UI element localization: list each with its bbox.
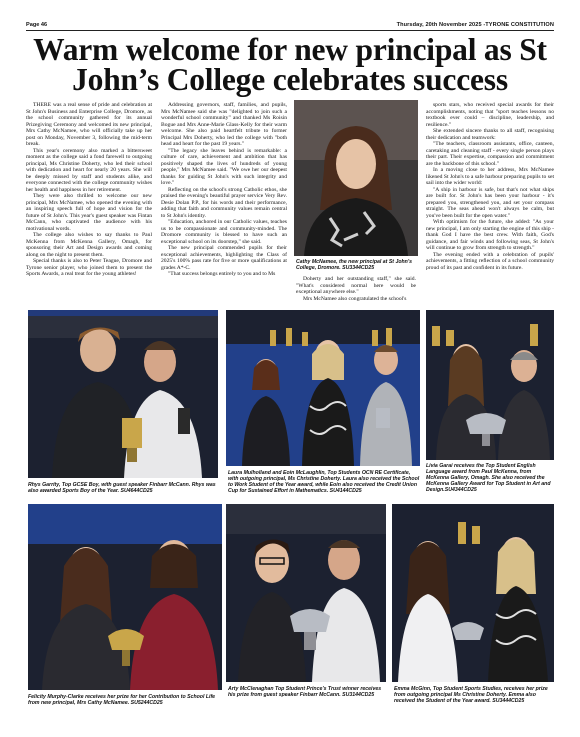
article-paragraph: In a moving close to her address, Mrs McNamee likened St John's to a safe harbour preparing pupils to set sail into the wider world: bbox=[426, 167, 554, 186]
caption-arty: Arty McClenaghan Top Student Prince's Trust winner receives his prize from guest speaker Finbarr McCann. SU3144CD25 bbox=[228, 686, 382, 698]
article-paragraph: Mrs McNamee also congratulated the school's bbox=[303, 295, 407, 302]
article-column-2 bbox=[161, 102, 287, 278]
caption-laura: Laura Mulholland and Eoin McLaughlin, Top Students OCN RE Certificate, with outgoing principal, Ms Christine Doherty. Laura also received the School to Work Student of the Year award, while Eoin also received the Credit Union Cup for Sustained Effort in Mathematics. SU4144CD25 bbox=[228, 470, 420, 494]
article-column-4 bbox=[426, 102, 554, 271]
article-paragraph: The evening ended with a celebration of pupils' achievements, a fitting reflection of a school community proud of its past and confident in its future. bbox=[426, 251, 554, 271]
article-paragraph: The new principal commended pupils for their exceptional achievements, highlighting the Class of 2025's 100% pass rate for five or more qualifications at grades A*-C. bbox=[161, 245, 287, 271]
dateline: Thursday, 20th November 2025 -TYRONE CONSTITUTION bbox=[396, 22, 554, 28]
caption-cathy: Cathy McNamee, the new principal at St John's College, Dromore. SU3344CD25 bbox=[296, 259, 412, 271]
masthead-rule bbox=[26, 30, 554, 31]
photo-felicity-murphy-clarke bbox=[28, 504, 222, 690]
masthead bbox=[26, 20, 554, 32]
article-paragraph: With optimism for the future, she added: "As your new principal, I am only starting the engine of this ship - thank God I have the best crew. With faith, God's guidance, and fair winds and following seas, St John's will continue to grow from strength to strength." bbox=[426, 219, 554, 251]
article-column-1 bbox=[26, 102, 152, 278]
article-paragraph: Special thanks is also to Peter Teague, Dromore and Tyrone senior player, who joined them to present the Sports Awards, a real treat for the young athletes! bbox=[26, 258, 152, 277]
photo-cathy-mcnamee bbox=[294, 100, 418, 256]
article-paragraph: They were also thrilled to welcome our new principal, Mrs McNamee, who opened the evening with an inspiring speech full of hope and vision for the future of St John's. This year's guest speaker was Fintan McCann, who captivated the audience with his motivational words. bbox=[26, 193, 152, 232]
article-paragraph: "A ship in harbour is safe, but that's not what ships are built for. St John's has been your harbour - it's prepared you, strengthened you, and set your compass straight. The seas ahead won't always be calm, but you've been built for the open water." bbox=[426, 186, 554, 219]
article-paragraph: THERE was a real sense of pride and celebration at St John's Business and Enterprise College, Dromore, as the school community gathered for its annual Prizegiving Ceremony and welcomed its new principal, Mrs Cathy McNamee, who will officially take up her post on Monday, November 3, following the mid-term break. bbox=[26, 102, 152, 147]
caption-livia: Livia Garai receives the Top Student English Language award from Paul McKenna, from McKenna Gallery, Omagh. She also received the McKenna Gallery Award for Top Student in Art and Design.SU4344CD25 bbox=[426, 463, 551, 493]
article-paragraph: "Education, anchored in our Catholic values, teaches us to be compassionate and community-minded. The Dromore community is blessed to have such an exceptional school on its doorstep," she said. bbox=[161, 219, 287, 245]
article-paragraph: "The teachers, classroom assistants, office, canteen, caretaking and cleaning staff - every single person plays their part. Their expertise, compassion and commitment are the backbone of this school." bbox=[426, 141, 554, 167]
caption-felicity: Felicity Murphy-Clarke receives her prize for her Contribution to School Life from new principal, Mrs Cathy McNamee. SU5244CD25 bbox=[28, 694, 216, 706]
caption-emma: Emma McGinn, Top Student Sports Studies, receives her prize from outgoing principal Ms Christine Doherty. Emma also received the Student of the Year award. SU3444CD25 bbox=[394, 686, 548, 704]
article-paragraph: The college also wishes to say thanks to Paul McKenna from McKenna Gallery, Omagh, for sponsoring their Art and Design awards and coming along on the night to present them. bbox=[26, 232, 152, 258]
article-paragraph: Doherty and her outstanding staff," she said. "What's considered normal here would be exceptional anywhere else." bbox=[296, 276, 416, 295]
article-paragraph: sports stars, who received special awards for their accomplishments, noting that "sport teaches lessons no textbook ever could – discipline, leadership, and resilience." bbox=[426, 102, 554, 128]
article-paragraph: "That success belongs entirely to you and to Ms bbox=[168, 271, 276, 277]
article-column-3 bbox=[296, 276, 416, 302]
headline: Warm welcome for new principal as St John’s College celebrates success bbox=[33, 32, 547, 97]
article-paragraph: Addressing governors, staff, families, and pupils, Mrs McNamee said she was "delighted to join such a wonderful school community" and thanked Ms Roisin Bogue and Mrs Anne-Marie Glass-Kelly for their warm welcome. She also paid heartfelt tribute to former Principal Mrs Doherty, who led the college with "both head and heart for the past 19 years." bbox=[161, 102, 287, 147]
caption-rhys: Rhys Garrity, Top GCSE Boy, with guest speaker Finbarr McCann. Rhys was also awarded Sports Boy of the Year. SU4644CD25 bbox=[28, 482, 216, 494]
photo-rhys-garrity bbox=[28, 310, 218, 478]
photo-laura-eoin bbox=[226, 310, 420, 466]
article-paragraph: She extended sincere thanks to all staff, recognising their dedication and teamwork: bbox=[426, 128, 554, 141]
article-paragraph: This year's ceremony also marked a bittersweet moment as the college said a fond farewell to outgoing principal, Ms Christine Doherty, who led their school with dedication and heart for nearly 20 years. She will be deeply missed by staff and students alike, and everyone connected with the college community wishes her health and happiness in her retirement. bbox=[26, 147, 152, 193]
photo-emma-mcginn bbox=[392, 504, 554, 682]
photo-livia-garai bbox=[426, 310, 554, 460]
article-paragraph: Reflecting on the school's strong Catholic ethos, she praised the evening's beautiful prayer service Very Rev. Desie Dolan P.P., for his words and their performance, adding that faith and community values remain central to St John's identity. bbox=[161, 186, 287, 219]
photo-arty-mcclenaghan bbox=[226, 504, 386, 682]
page-number: Page 46 bbox=[26, 22, 48, 28]
article-paragraph: "The legacy she leaves behind is remarkable: a culture of care, achievement and ambition that has positively shaped the lives of hundreds of young people," Mrs McNamee said. "We owe her our deepest thanks for guiding St John's with such integrity and love." bbox=[161, 147, 287, 186]
